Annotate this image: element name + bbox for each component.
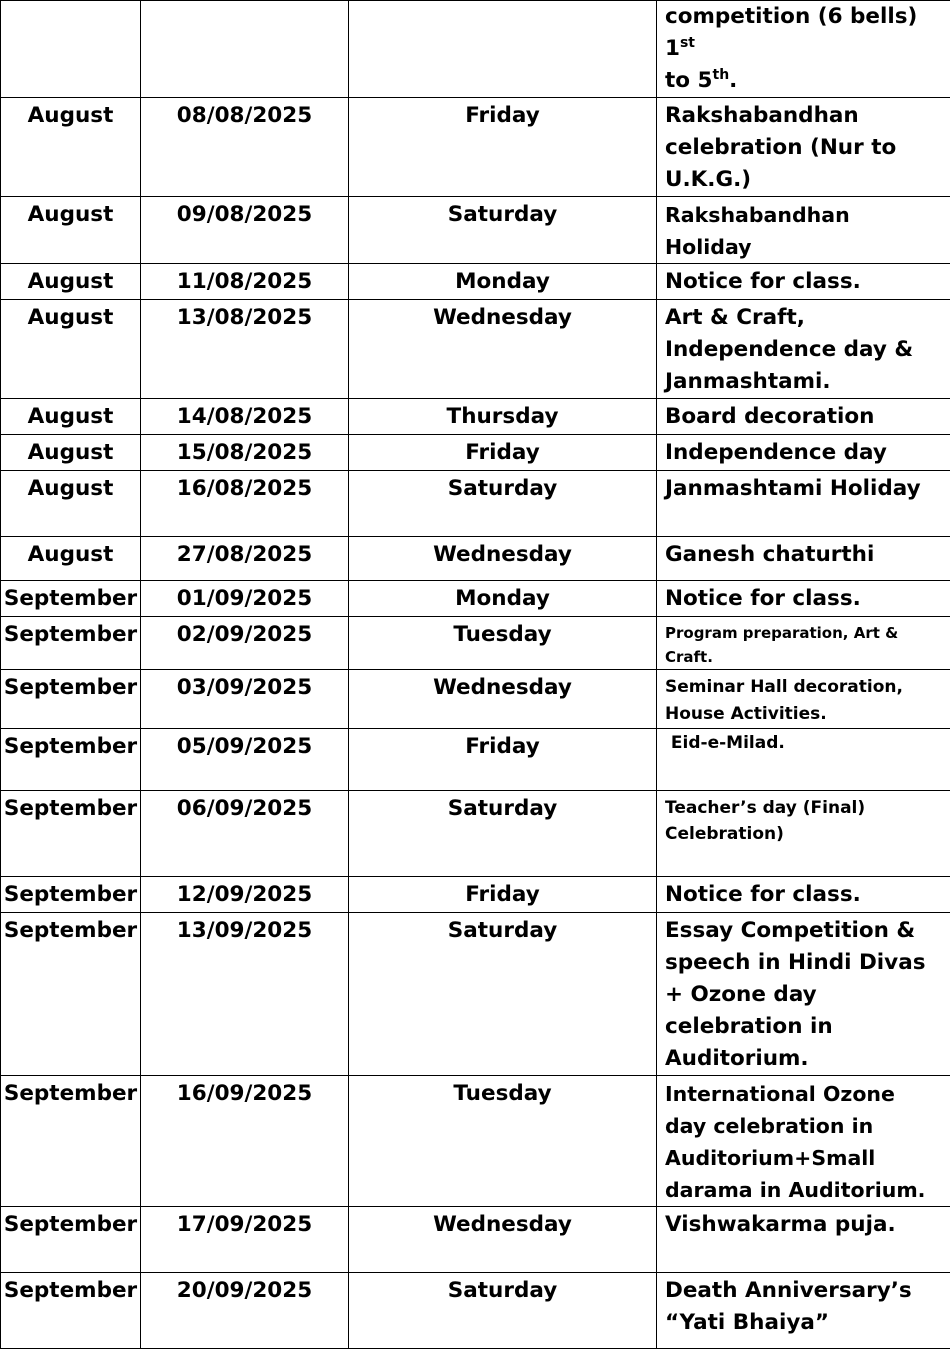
table-row bbox=[1, 581, 950, 617]
table-row bbox=[1, 197, 950, 264]
month-cell: August bbox=[1, 98, 141, 197]
day-cell: Friday bbox=[349, 435, 657, 471]
month-cell: September bbox=[1, 913, 141, 1076]
event-cell: Janmashtami Holiday bbox=[657, 471, 950, 537]
day-cell: Tuesday bbox=[349, 1076, 657, 1207]
event-cell: Notice for class. bbox=[657, 581, 950, 617]
day-cell: Tuesday bbox=[349, 617, 657, 670]
day-cell: Wednesday bbox=[349, 670, 657, 729]
event-text: . bbox=[729, 68, 737, 93]
event-cell: Death Anniversary’s “Yati Bhaiya” bbox=[657, 1273, 950, 1349]
day-cell: Friday bbox=[349, 877, 657, 913]
table-row bbox=[1, 877, 950, 913]
event-text: competition (6 bells) 1 bbox=[665, 4, 917, 61]
month-cell: September bbox=[1, 877, 141, 913]
event-cell: Rakshabandhan celebration (Nur to U.K.G.) bbox=[657, 98, 950, 197]
table-row bbox=[1, 471, 950, 537]
day-cell: Saturday bbox=[349, 913, 657, 1076]
event-cell: Seminar Hall decoration, House Activities. bbox=[657, 670, 950, 729]
superscript: th bbox=[713, 67, 730, 83]
day-cell: Thursday bbox=[349, 399, 657, 435]
month-cell: September bbox=[1, 670, 141, 729]
month-cell: August bbox=[1, 264, 141, 300]
table-row bbox=[1, 300, 950, 399]
event-cell: Notice for class. bbox=[657, 877, 950, 913]
event-cell: Teacher’s day (Final) Celebration) bbox=[657, 791, 950, 877]
date-cell: 05/09/2025 bbox=[141, 729, 349, 791]
day-cell: Saturday bbox=[349, 197, 657, 264]
event-cell: Rakshabandhan Holiday bbox=[657, 197, 950, 264]
day-cell: Monday bbox=[349, 581, 657, 617]
event-cell: Art & Craft, Independence day & Janmashtami. bbox=[657, 300, 950, 399]
table-row bbox=[1, 1, 950, 98]
date-cell: 02/09/2025 bbox=[141, 617, 349, 670]
table-row bbox=[1, 617, 950, 670]
event-cell: Eid-e-Milad. bbox=[657, 729, 950, 791]
month-cell: September bbox=[1, 791, 141, 877]
table-row bbox=[1, 537, 950, 581]
table-row bbox=[1, 435, 950, 471]
day-cell: Friday bbox=[349, 729, 657, 791]
date-cell: 14/08/2025 bbox=[141, 399, 349, 435]
event-cell: Vishwakarma puja. bbox=[657, 1207, 950, 1273]
table-row bbox=[1, 264, 950, 300]
date-cell: 16/09/2025 bbox=[141, 1076, 349, 1207]
date-cell: 12/09/2025 bbox=[141, 877, 349, 913]
superscript: st bbox=[680, 35, 695, 51]
day-cell: Saturday bbox=[349, 471, 657, 537]
month-cell: September bbox=[1, 581, 141, 617]
event-text: to 5 bbox=[665, 68, 713, 93]
date-cell: 15/08/2025 bbox=[141, 435, 349, 471]
date-cell: 16/08/2025 bbox=[141, 471, 349, 537]
day-cell: Wednesday bbox=[349, 1207, 657, 1273]
month-cell: August bbox=[1, 197, 141, 264]
date-cell: 20/09/2025 bbox=[141, 1273, 349, 1349]
date-cell: 13/08/2025 bbox=[141, 300, 349, 399]
date-cell: 27/08/2025 bbox=[141, 537, 349, 581]
month-cell: September bbox=[1, 729, 141, 791]
day-cell: Wednesday bbox=[349, 300, 657, 399]
table-row bbox=[1, 1076, 950, 1207]
event-cell: Essay Competition & speech in Hindi Divas + Ozone day celebration in Auditorium. bbox=[657, 913, 950, 1076]
date-cell: 03/09/2025 bbox=[141, 670, 349, 729]
month-cell bbox=[1, 1, 141, 98]
event-cell: Notice for class. bbox=[657, 264, 950, 300]
table-row bbox=[1, 1207, 950, 1273]
month-cell: September bbox=[1, 1273, 141, 1349]
date-cell bbox=[141, 1, 349, 98]
date-cell: 08/08/2025 bbox=[141, 98, 349, 197]
event-cell: Board decoration bbox=[657, 399, 950, 435]
month-cell: September bbox=[1, 617, 141, 670]
date-cell: 17/09/2025 bbox=[141, 1207, 349, 1273]
date-cell: 09/08/2025 bbox=[141, 197, 349, 264]
month-cell: August bbox=[1, 537, 141, 581]
date-cell: 01/09/2025 bbox=[141, 581, 349, 617]
month-cell: August bbox=[1, 300, 141, 399]
month-cell: August bbox=[1, 435, 141, 471]
table-row bbox=[1, 913, 950, 1076]
day-cell: Saturday bbox=[349, 1273, 657, 1349]
table-row bbox=[1, 729, 950, 791]
date-cell: 11/08/2025 bbox=[141, 264, 349, 300]
month-cell: September bbox=[1, 1076, 141, 1207]
day-cell: Wednesday bbox=[349, 537, 657, 581]
event-cell: International Ozone day celebration in Auditorium+Small darama in Auditorium. bbox=[657, 1076, 950, 1207]
day-cell: Saturday bbox=[349, 791, 657, 877]
table-row bbox=[1, 670, 950, 729]
table-row bbox=[1, 399, 950, 435]
table-row bbox=[1, 1273, 950, 1349]
event-cell: Ganesh chaturthi bbox=[657, 537, 950, 581]
event-cell: Program preparation, Art & Craft. bbox=[657, 617, 950, 670]
date-cell: 13/09/2025 bbox=[141, 913, 349, 1076]
date-cell: 06/09/2025 bbox=[141, 791, 349, 877]
day-cell: Friday bbox=[349, 98, 657, 197]
table-row bbox=[1, 98, 950, 197]
month-cell: August bbox=[1, 471, 141, 537]
day-cell bbox=[349, 1, 657, 98]
event-cell: Independence day bbox=[657, 435, 950, 471]
day-cell: Monday bbox=[349, 264, 657, 300]
table-row bbox=[1, 791, 950, 877]
month-cell: September bbox=[1, 1207, 141, 1273]
event-cell bbox=[657, 1, 950, 98]
month-cell: August bbox=[1, 399, 141, 435]
